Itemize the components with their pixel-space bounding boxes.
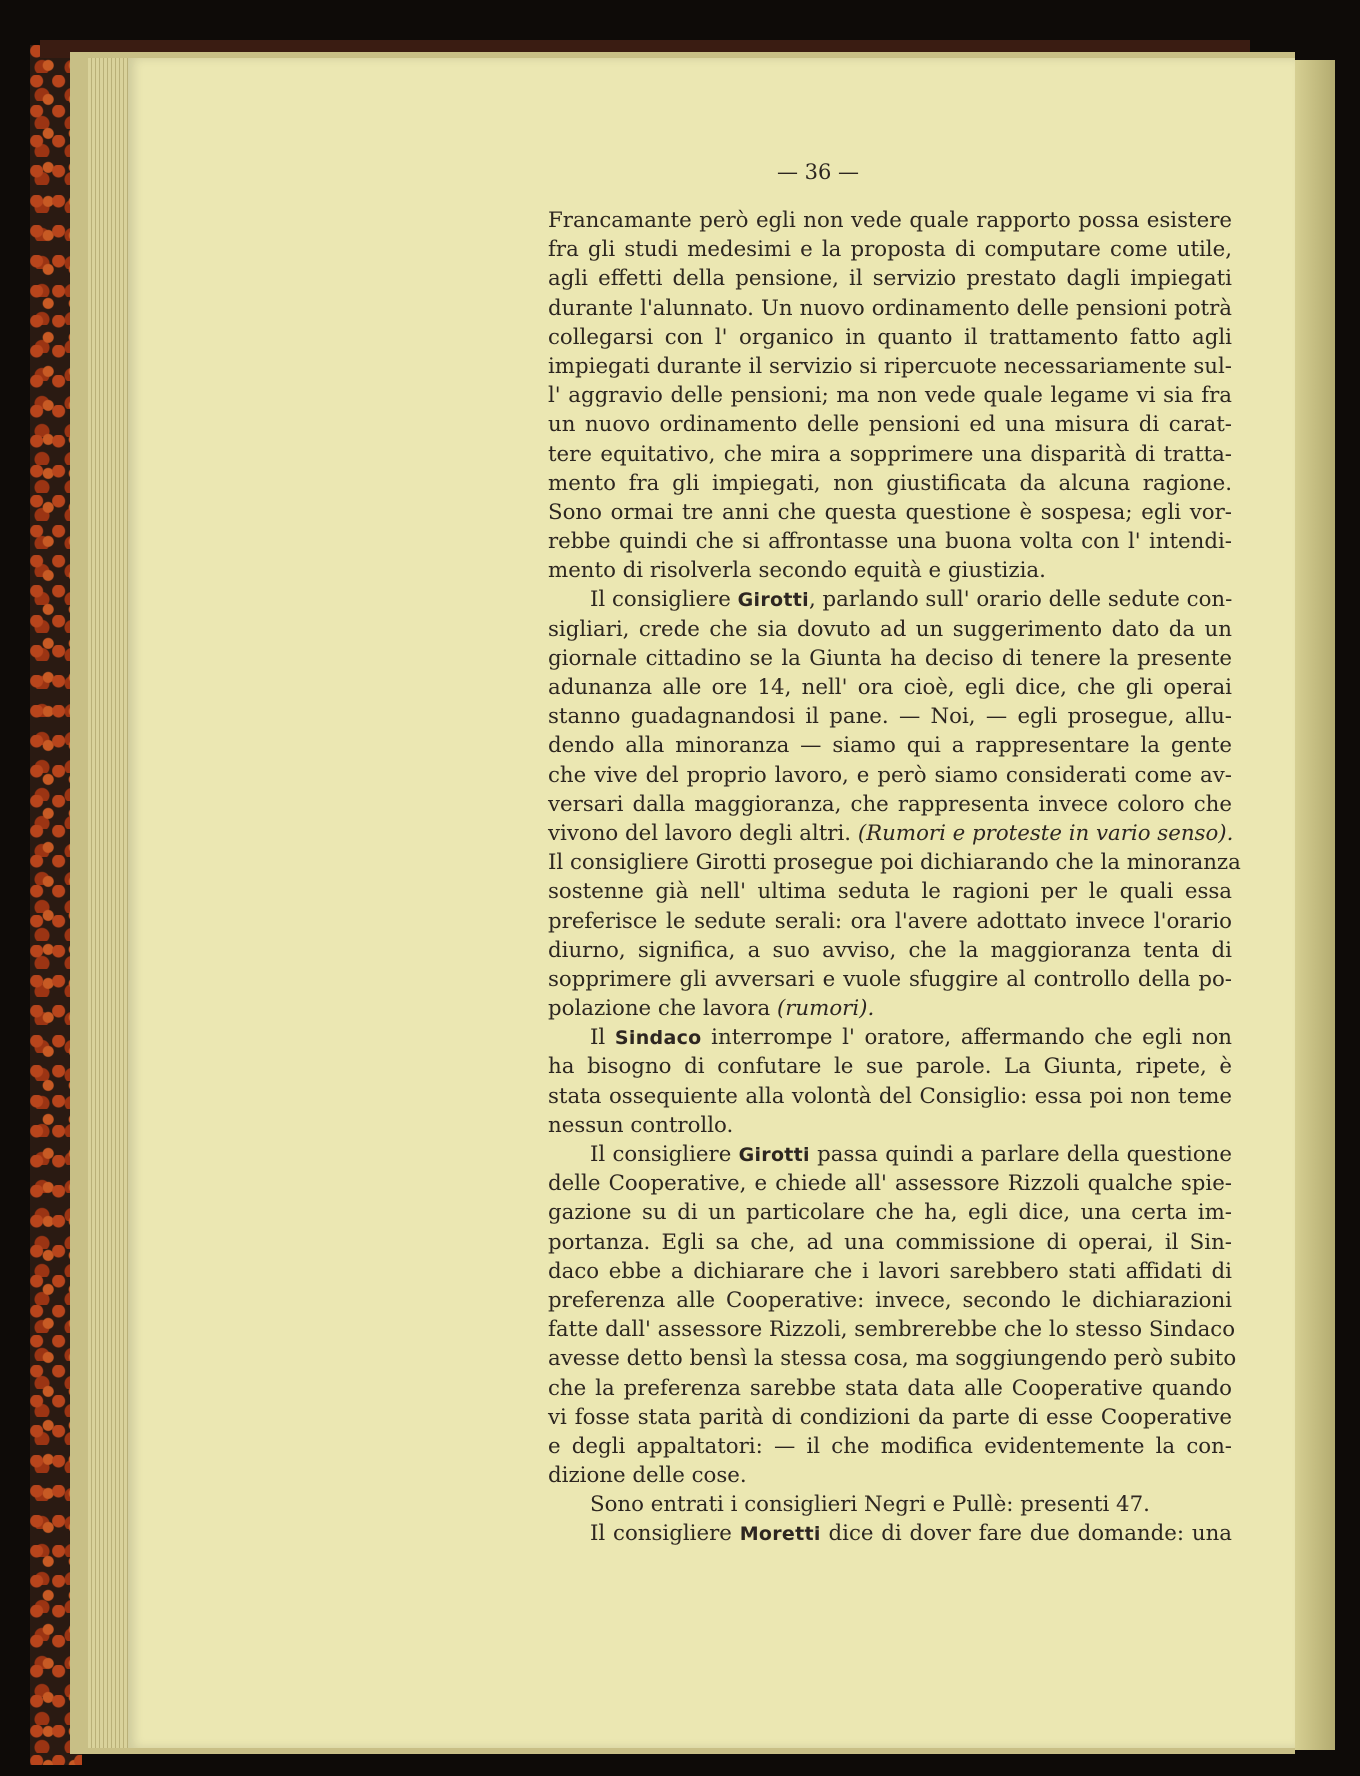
text-line <box>548 585 1232 614</box>
speaker-name: Girotti <box>738 1144 810 1166</box>
text-line: Francamante però egli non vede quale rapporto possa esistere <box>548 208 1232 233</box>
text-line <box>548 1023 1232 1052</box>
text-line: portanza. Egli sa che, ad una commissione di operai, il Sin- <box>548 1229 1232 1255</box>
text-line: gazione su di un particolare che ha, egli dice, una certa im- <box>548 1200 1232 1226</box>
text-line: diurno, significa, a suo avviso, che la maggioranza tenta di <box>548 937 1232 963</box>
speaker-name: Girotti <box>737 589 809 612</box>
text-line: tere equitativo, che mira a sopprimere una disparità di tratta- <box>548 441 1232 467</box>
line-text: dice di dover fare due domande: una <box>820 1521 1232 1547</box>
text-line: stanno guadagnandosi il pane. — Noi, — egli prosegue, allu- <box>548 704 1232 730</box>
text-line <box>548 1519 1232 1548</box>
text-line: sigliari, crede che sia dovuto ad un suggerimento dato da un <box>548 616 1232 642</box>
text-line: Sono entrati i consiglieri Negri e Pullè: presenti 47. <box>590 1492 1150 1518</box>
text-line <box>548 819 1232 848</box>
line-text: vivono del lavoro degli altri. <box>548 820 858 846</box>
text-line: un nuovo ordinamento delle pensioni ed una misura di carat- <box>548 412 1232 438</box>
text-line <box>548 994 1232 1023</box>
body-text <box>548 206 1241 1549</box>
text-line: dendo alla minoranza — siamo qui a rappresentare la gente <box>548 733 1232 759</box>
text-line: collegarsi con l' organico in quanto il trattamento fatto agli <box>548 324 1232 350</box>
text-line: rebbe quindi che si affrontasse una buona volta con l' intendi- <box>548 529 1232 555</box>
page-number: — 36 — <box>776 160 860 184</box>
text-line: avesse detto bensì la stessa cosa, ma soggiungendo però subito <box>548 1346 1237 1372</box>
text-line: fatte dall' assessore Rizzoli, sembrerebbe che lo stesso Sindaco <box>548 1317 1236 1343</box>
text-line: che la preferenza sarebbe stata data alle Cooperative quando <box>548 1375 1232 1401</box>
text-line: adunanza alle ore 14, nell' ora cioè, egli dice, che gli operai <box>548 675 1232 700</box>
text-line: mento di risolverla secondo equità e giustizia. <box>548 558 1046 584</box>
text-line: mento fra gli impiegati, non giustificata da alcuna ragione. <box>548 470 1232 496</box>
text-line: dizione delle cose. <box>548 1463 747 1489</box>
text-line: preferisce le sedute serali: ora l'avere adottato invece l'orario <box>548 908 1232 934</box>
text-line: preferenza alle Cooperative: invece, secondo le dichiarazioni <box>548 1287 1232 1313</box>
text-line: daco ebbe a dichiarare che i lavori sarebbero stati affidati di <box>548 1258 1232 1284</box>
text-line: sostenne già nell' ultima seduta le ragioni per le quali essa <box>548 879 1232 905</box>
text-line <box>548 1140 1232 1169</box>
text-line: ha bisogno di confutare le sue parole. La Giunta, ripete, è <box>548 1054 1232 1080</box>
line-text: Il <box>590 1025 615 1051</box>
text-line: giornale cittadino se la Giunta ha deciso di tenere la presente <box>548 645 1232 671</box>
line-text: Il consigliere <box>590 1142 739 1167</box>
text-line: versari dalla maggioranza, che rappresenta invece coloro che <box>548 791 1232 817</box>
text-line: vi fosse stata parità di condizioni da parte di esse Cooperative <box>548 1404 1232 1430</box>
text-line: Il consigliere Girotti prosegue poi dichiarando che la minoranza <box>548 850 1241 876</box>
next-page-edge <box>1295 60 1335 1750</box>
speaker-name: Sindaco <box>614 1027 702 1050</box>
line-text: passa quindi a parlare della questione <box>809 1142 1232 1167</box>
italic-remark: (Rumori e proteste in vario senso). <box>857 820 1234 846</box>
line-text: , parlando sull' orario delle sedute con- <box>808 587 1233 613</box>
line-text: Il consigliere <box>590 1521 740 1547</box>
text-line: e degli appaltatori: — il che modifica evidentemente la con- <box>548 1433 1232 1459</box>
text-line: sopprimere gli avversari e vuole sfuggire al controllo della po- <box>548 966 1232 992</box>
text-line: stata ossequiente alla volontà del Consiglio: essa poi non teme <box>548 1083 1232 1109</box>
line-text: polazione che lavora <box>548 996 777 1022</box>
italic-remark: (rumori). <box>776 996 875 1022</box>
text-line: fra gli studi medesimi e la proposta di computare come utile, <box>548 237 1232 263</box>
speaker-name: Moretti <box>739 1523 821 1546</box>
text-line: che vive del proprio lavoro, e però siamo considerati come av- <box>548 762 1232 788</box>
line-text: Il consigliere <box>590 587 738 613</box>
text-line: Sono ormai tre anni che questa questione è sospesa; egli vor- <box>548 499 1232 525</box>
page-leaves <box>88 58 128 1748</box>
text-line: agli effetti della pensione, il servizio prestato dagli impiegati <box>548 266 1232 292</box>
text-line: impiegati durante il servizio si ripercuote necessariamente sul- <box>548 353 1232 379</box>
text-line: nessun controllo. <box>548 1112 734 1138</box>
text-line: delle Cooperative, e chiede all' assessore Rizzoli qualche spie- <box>548 1171 1232 1197</box>
text-line: l' aggravio delle pensioni; ma non vede quale legame vi sia fra <box>548 383 1232 409</box>
text-line: durante l'alunnato. Un nuovo ordinamento delle pensioni potrà <box>548 295 1232 321</box>
line-text: interrompe l' oratore, affermando che egli non <box>701 1025 1232 1051</box>
